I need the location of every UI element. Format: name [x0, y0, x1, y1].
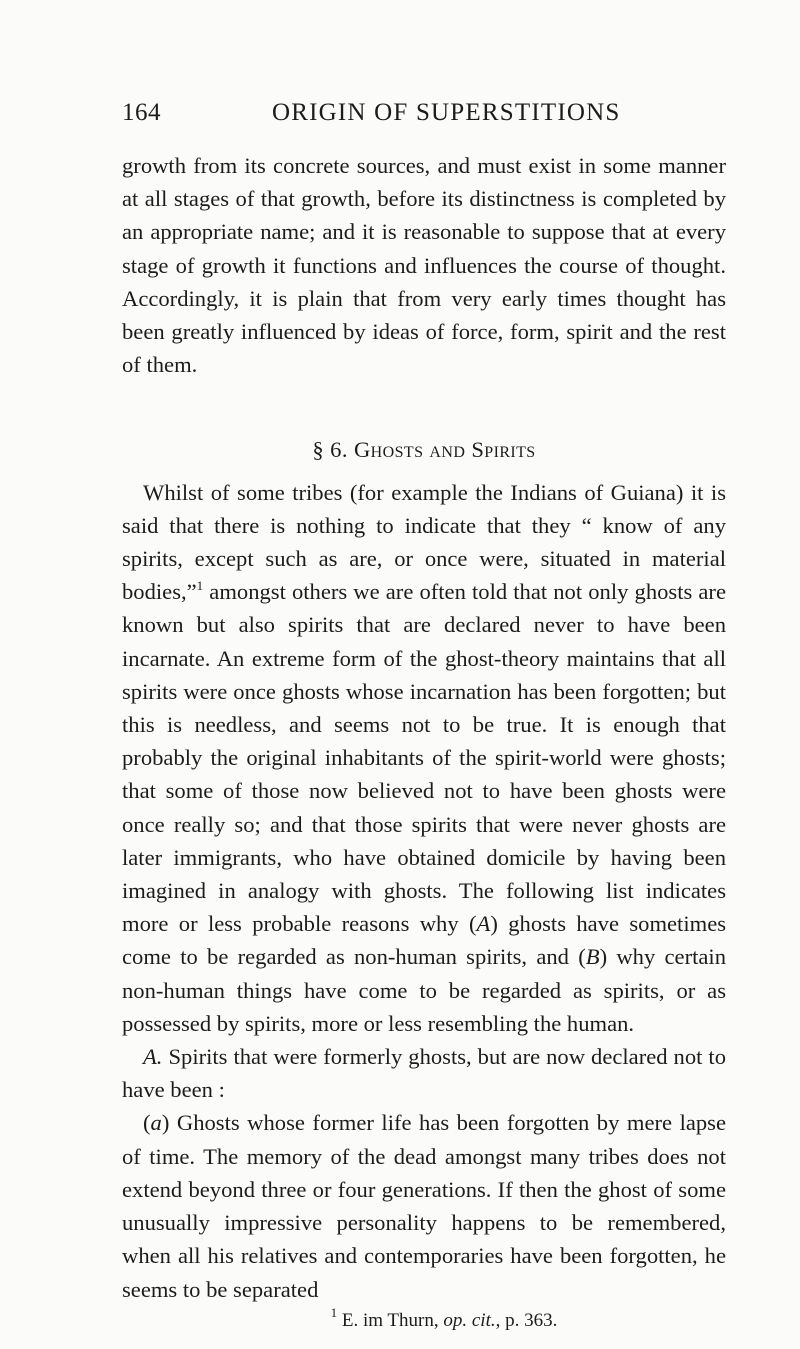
running-title: ORIGIN OF SUPERSTITIONS [272, 99, 621, 126]
body-text [122, 149, 726, 1306]
paragraph-text: amongst others we are often told that not only ghosts are known but also spirits that are declared never to have been incarnate. An extreme form of the ghost-theory maintains that all spirits were once ghosts whose incarnation has been forgotten; but this is needless, and seems not to be true. It is enough that probably the original inhabitants of the spirit-world were ghosts; that some of those now believed not to have been ghosts were once really so; and that those spirits that were never ghosts are later immigrants, who have obtained domicile by having been imagined in analogy with ghosts. The following list indicates more or less probable reasons why ( [122, 579, 726, 937]
list-heading-a [122, 1040, 726, 1106]
section-title: Ghosts and Spirits [353, 437, 536, 463]
footnote-text: E. im Thurn, [337, 1309, 444, 1331]
page-number: 164 [122, 99, 161, 126]
list-item-a: (a) Ghosts whose former life has been forgotten by mere lapse of time. The memory of the dead amongst many tribes does not extend beyond three or four generations. If then the ghost of some unusually impressive personality happens to be remembered, when all his relatives and contemporaries have been forgotten, he seems to be separated [122, 1110, 726, 1302]
list-item-label: a [150, 1110, 162, 1136]
list-letter-a: A [476, 911, 491, 937]
running-head [122, 99, 726, 139]
paragraph-continued: growth from its concrete sources, and must exist in some manner at all stages of that growth, before its distinctness is completed by an appropriate name; and it is reasonable to suppose that at every stage of growth it functions and influences the course of thought. Accordingly, it is plain that from very early times thought has been greatly influenced by ideas of force, form, spirit and the rest of them. [122, 153, 726, 378]
paragraph-ghosts-spirits [122, 476, 726, 1040]
list-letter-b: B [585, 944, 600, 970]
paragraph-text: Whilst of some tribes (for example the Indians of Guiana) it is said that there is nothing to indicate that they “ know of any spirits, except such as are, or once were, situated in material bodies,” [122, 479, 726, 605]
paragraph-text: ) ghosts have sometimes come to be regarded as non-human spirits, and ( [122, 911, 727, 970]
paragraph-text: ) why certain non-human things have come to be regarded as spirits, or as possessed by spirits, more or less resembling the human. [122, 944, 726, 1036]
footnote-text-end: , p. 363. [495, 1309, 558, 1331]
book-page [122, 0, 726, 1334]
list-label: A. [143, 1044, 163, 1070]
section-number: § 6. [312, 437, 348, 463]
footnote [122, 1304, 726, 1334]
footnote-italic: op. cit. [443, 1309, 496, 1331]
list-heading-text: Spirits that were formerly ghosts, but are now declared not to have been : [122, 1044, 726, 1103]
list-item-text: Ghosts whose former life has been forgotten by mere lapse of time. The memory of the dead amongst many tribes does not extend beyond three or four generations. If then the ghost of some unusually impressive personality happens to be remembered, when all his relatives and contemporaries have been forgotten, he seems to be separated [122, 1110, 726, 1302]
footnote-marker: 1 [330, 1304, 338, 1320]
footnote-reference: 1 [196, 578, 204, 594]
section-heading [122, 433, 726, 466]
